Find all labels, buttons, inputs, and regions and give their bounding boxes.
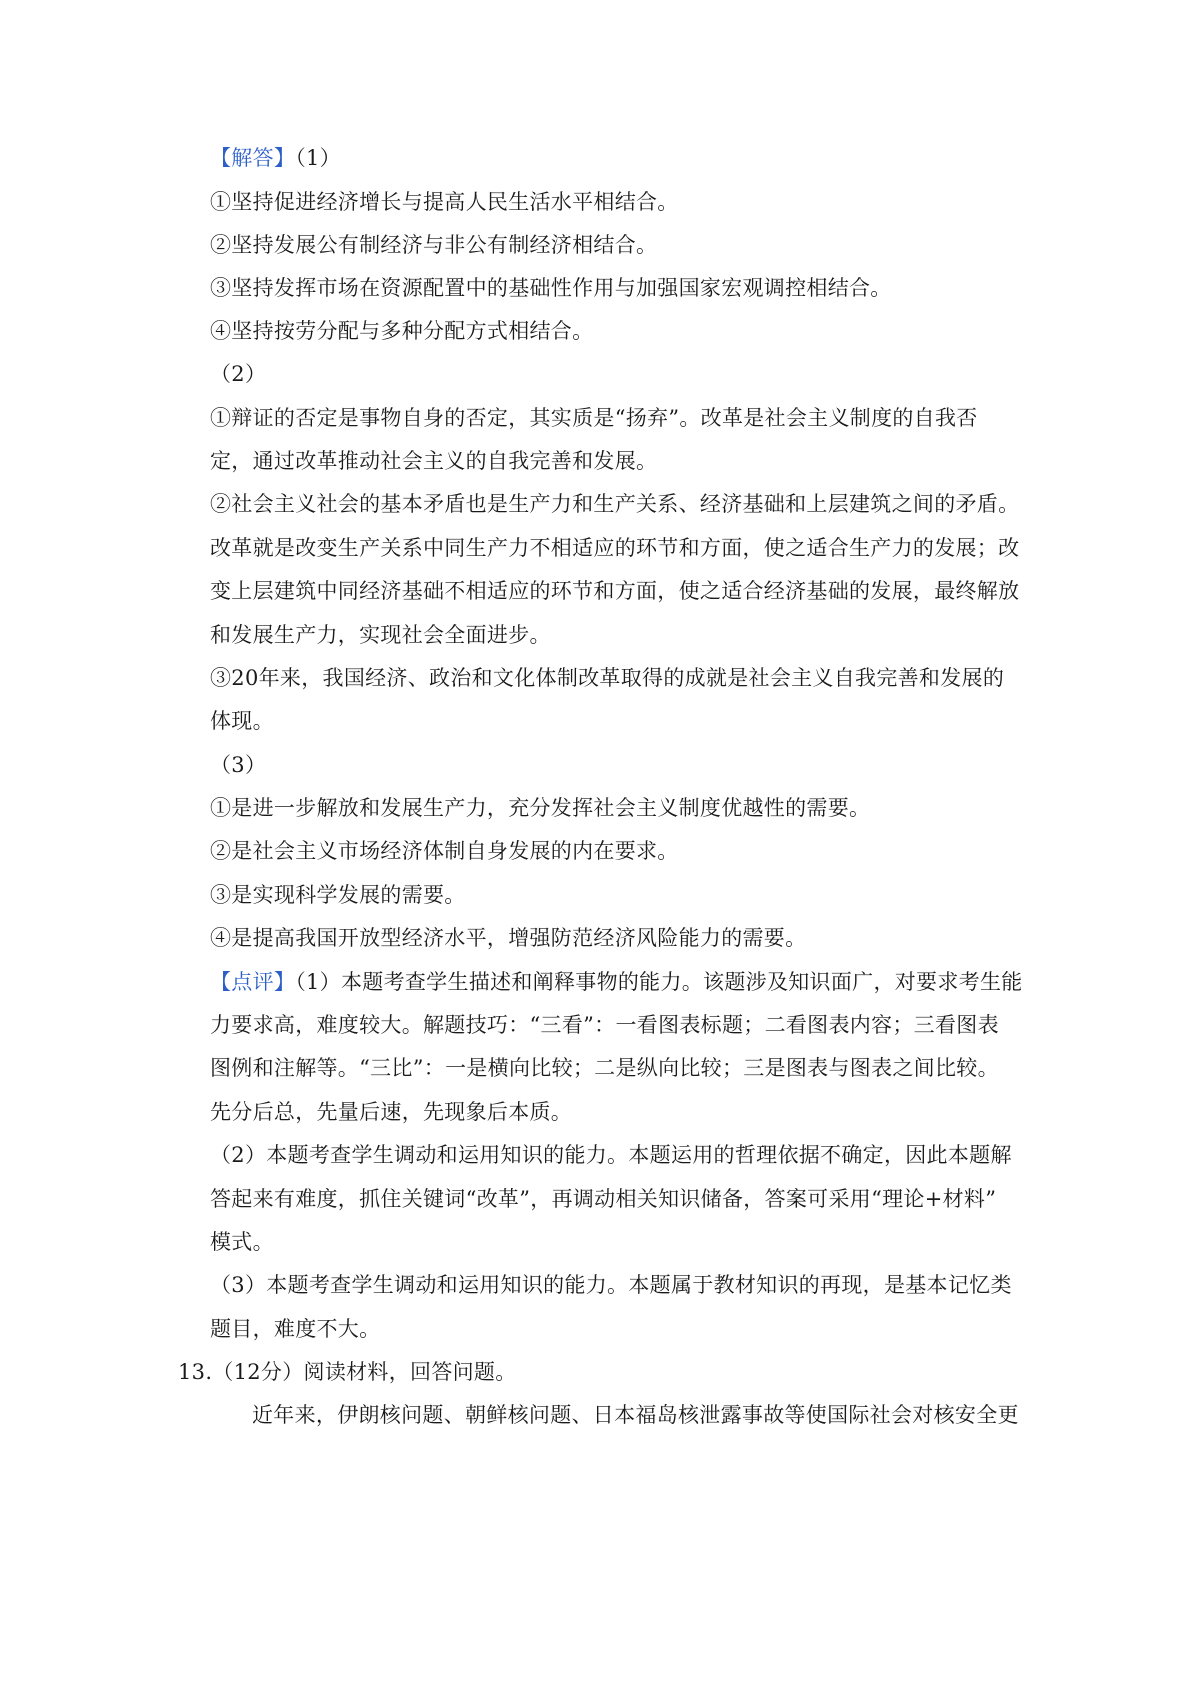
comment-p2-line: （2）本题考查学生调动和运用知识的能力。本题运用的哲理依据不确定，因此本题解 (210, 1143, 1012, 1167)
answer-heading (210, 143, 1030, 173)
comment-p3-line: （3）本题考查学生调动和运用知识的能力。本题属于教材知识的再现，是基本记忆类 (210, 1273, 1012, 1297)
comment-p1-line: 力要求高，难度较大。解题技巧：“三看”：一看图表标题；二看图表内容；三看图表 (210, 1013, 999, 1037)
answer-q2-line: 和发展生产力，实现社会全面进步。 (210, 623, 551, 647)
answer-q1-item: ③坚持发挥市场在资源配置中的基础性作用与加强国家宏观调控相结合。 (210, 276, 892, 300)
answer-q2-line: 变上层建筑中同经济基础不相适应的环节和方面，使之适合经济基础的发展，最终解放 (210, 579, 1020, 603)
answer-q2-line: 体现。 (210, 709, 274, 733)
answer-q2-line: ②社会主义社会的基本矛盾也是生产力和生产关系、经济基础和上层建筑之间的矛盾。 (210, 492, 1020, 516)
answer-q3-item: ①是进一步解放和发展生产力，充分发挥社会主义制度优越性的需要。 (210, 796, 871, 820)
question-13-header: 13.（12分）阅读材料，回答问题。 (178, 1360, 517, 1384)
comment-first-line-text: （1）本题考查学生描述和阐释事物的能力。该题涉及知识面广，对要求考生能 (295, 970, 1023, 994)
comment-tag: 【点评】 (210, 970, 296, 994)
answer-q2-line: ①辩证的否定是事物自身的否定，其实质是“扬弃”。改革是社会主义制度的自我否 (210, 406, 978, 430)
answer-q2-line: 改革就是改变生产关系中同生产力不相适应的环节和方面，使之适合生产力的发展；改 (210, 536, 1020, 560)
answer-tag: 【解答】 (210, 146, 296, 170)
comment-p1-line: 先分后总，先量后速，先现象后本质。 (210, 1100, 573, 1124)
answer-q3-item: ④是提高我国开放型经济水平，增强防范经济风险能力的需要。 (210, 926, 807, 950)
answer-q1-item: ④坚持按劳分配与多种分配方式相结合。 (210, 319, 594, 343)
answer-q1-item: ①坚持促进经济增长与提高人民生活水平相结合。 (210, 190, 679, 214)
comment-p2-line: 答起来有难度，抓住关键词“改革”，再调动相关知识储备，答案可采用“理论+材料” (210, 1187, 997, 1211)
comment-p3-line: 题目，难度不大。 (210, 1317, 381, 1341)
question-13-body: 近年来，伊朗核问题、朝鲜核问题、日本福岛核泄露事故等使国际社会对核安全更 (252, 1403, 1019, 1427)
answer-q2-line: ③20年来，我国经济、政治和文化体制改革取得的成就是社会主义自我完善和发展的 (210, 666, 1005, 690)
answer-q2-label: （2） (210, 362, 267, 386)
comment-first-line (210, 967, 1030, 997)
answer-q1-item: ②坚持发展公有制经济与非公有制经济相结合。 (210, 233, 658, 257)
answer-q3-label: （3） (210, 753, 267, 777)
comment-p1-line: 图例和注解等。“三比”：一是横向比较；二是纵向比较；三是图表与图表之间比较。 (210, 1056, 999, 1080)
comment-p2-line: 模式。 (210, 1230, 274, 1254)
answer-q3-item: ③是实现科学发展的需要。 (210, 883, 466, 907)
answer-q1-label: （1） (295, 146, 341, 170)
answer-q2-line: 定，通过改革推动社会主义的自我完善和发展。 (210, 449, 658, 473)
answer-q3-item: ②是社会主义市场经济体制自身发展的内在要求。 (210, 839, 679, 863)
